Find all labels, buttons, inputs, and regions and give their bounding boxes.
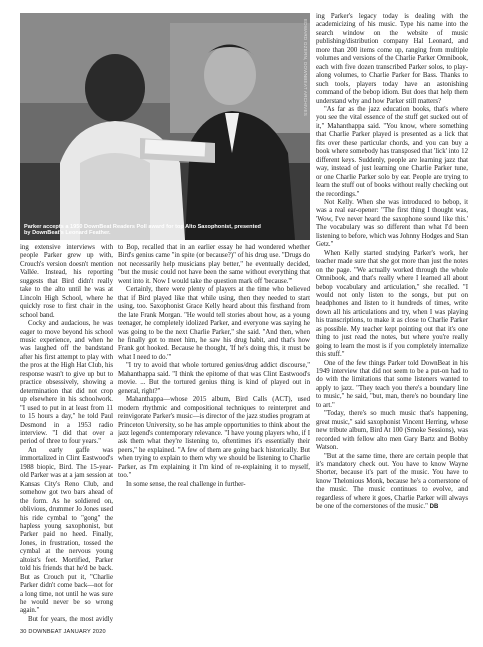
- paragraph: "Today, there's so much music that's happening, great music," said saxophonist Vincent Herring, whose new tribute album, Bird At 100 (Smoke Sessions), was recorded with fellow alto men Gary Bartz and Bobby Watson.: [316, 410, 468, 452]
- paragraph: Certainly, there were plenty of players at the time who believed that if Bird played like that while using, then they needed to start using, too. Saxophonist Grace Kelly heard about this firsthand from the late Frank Morgan. "He would tell stories about how, as a young teenager, he completely idolized Parker, and everyone was saying he was going to be the next Charlie Parker," she said. "And then, when he finally got to meet him, he saw his drug habit, and that's how Frank got hooked. Because he thought, 'If he's doing this, it must be what I need to do.'": [118, 286, 310, 361]
- photo-credit: EDWARD OZERN, DOWNBEAT ARCHIVES: [303, 19, 308, 116]
- text-column-3: [316, 13, 468, 624]
- paragraph: When Kelly started studying Parker's work, her teacher made sure that she got more than just the notes on the page. "We actually worked through the whole Omnibook, and that's really where I learned all about bebop vocabulary and articulation," she recalled. "I would not only listen to the songs, but put on headphones and listen to it hundreds of times, write down all his articulations and try, when I was playing his transcriptions, to make it as close to Charlie Parker as possible. My teacher kept pointing out that it's one thing to just read the notes, but where you're really going to learn the most is if you completely internalize this stuff.": [316, 249, 468, 359]
- paragraph: Not Kelly. When she was introduced to bebop, it was a real ear-opener: "The first thing I thought was, 'Wow, I've never heard the saxophone sound like this.' The vocabulary was so different than what I'd been listening to before, which was Johnny Hodges and Stan Getz.": [316, 198, 468, 249]
- paragraph: In some sense, the real challenge in further-: [126, 480, 246, 488]
- paragraph: One of the few things Parker told DownBeat in his 1949 interview that did not seem to be a put-on had to do with the limitations that some listeners wanted to apply to jazz. "They teach you there's a boundary line to music," he said, "but, man, there's no boundary line to art.": [316, 359, 468, 409]
- paragraph: "I try to avoid that whole tortured genius/drug addict discourse," Mahanthappa said. "I think the epitome of that was Clint Eastwood's movie. ... But the tortured genius thing is kind of played out in general, right?": [118, 362, 310, 395]
- photo-caption: Parker accepts a 1950 DownBeat Readers Poll award for top Alto Saxophonist, presented by DownBeat's Leonard Feather.: [24, 223, 261, 237]
- archival-photo: [20, 13, 310, 240]
- text-column-2: [118, 244, 310, 624]
- paragraph: An early gaffe was immortalized in Clint Eastwood's 1988 biopic, Bird. The 15-year-old Parker was at a jam session at Kansas City's Reno Club, and somehow got two bars ahead of the form. As he soldiered on, oblivious, drummer Jo Jones used his ride cymbal to "gong" the hapless young saxophonist, but Parker paid no heed. Finally, Jones, in frustration, tossed the cymbal at the nervous young altoist's feet. Mortified, Parker told his friends that he'd be back. But as Crouch put it, "Charlie Parker didn't come back—not for a long time, not until he was sure he would never be so wrong again.": [20, 446, 113, 615]
- paragraph-text: "But at the same time, there are certain people that it's mandatory check out. You have to know Wayne Shorter, because it's part of the music. You have to know Thelonious Monk, because he's a cornerstone of the music. The music continues to evolve, and regardless of where it goes, Charlie Parker will always be one of the cornerstones of the music.": [316, 452, 468, 511]
- paragraph: Cocky and audacious, he was eager to move beyond his school music experience, and when he was laughed off the bandstand after his first attempt to play with the pros at the High Hat Club, his response wasn't to give up but to practice obsessively, showing a determination that did not crop up elsewhere in his schoolwork. "I used to put in at least from 11 to 15 hours a day," he told Paul Desmond in a 1953 radio interview. "I did that over a period of three to four years.": [20, 320, 113, 446]
- paragraph: ing Parker's legacy today is dealing with the academicizing of his music. Type his name into the search window on the website of music publishing/distribution company Hal Leonard, and more than 200 items come up, ranging from multiple volumes and versions of the Charlie Parker Omnibook, each with five dozen transcribed Parker solos, to play-along volumes, to Charlie Parker for Bass. Thanks to such tools, players today have an astonishing command of the bebop idiom. But does that help them understand why and how Parker still matters?: [316, 13, 468, 105]
- text-column-1: [20, 244, 113, 624]
- photo-illustration: [20, 13, 310, 240]
- paragraph: Mahanthappa—whose 2015 album, Bird Calls (ACT), used modern rhythmic and compositional techniques to reinterpret and reinvigorate Parker's music—is director of the jazz studies program at Princeton University, so he has ample opportunities to think about the jazz legend's contemporary relevance. "I have young players who, if I ask them what they're listening to, oftentimes it's essentially their peers," he explained. "A few of them are going back historically. But when trying to explain to them why we should be listening to Charlie Parker, as I'm explaining it I'm kind of re-explaining it to myself, too.": [118, 396, 310, 480]
- paragraph: "As far as the jazz education books, that's where you see the vital essence of the stuff get sucked out of it," Mahanthappa said. "You know, where something that Charlie Parker played is presented as a lick that fits over these particular chords, and you can buy a book where somebody has transposed that 'lick' into 12 different keys. Suddenly, people are learning jazz that way, instead of just learning one Charlie Parker tune, or one Charlie Parker solo by ear. People are trying to learn the stuff out of books without really checking out the recordings.": [316, 105, 468, 198]
- end-mark: DB: [429, 504, 439, 511]
- paragraph: [316, 453, 468, 512]
- page-footer: 30 DOWNBEAT JANUARY 2020: [20, 629, 106, 635]
- paragraph: to Bop, recalled that in an earlier essay he had wondered whether Bird's genius came "in spite (or because?)" of his drug use. "Drugs do not necessarily help musicians play better," he eventually decided, "but the music could not have been the same without everything that went into it. Now I would take the question mark off 'because.'": [118, 244, 310, 285]
- paragraph: But for years, the most avidly: [28, 615, 113, 623]
- paragraph: ing extensive interviews with people Parker grew up with, Crouch's version doesn't mention Vallée. Instead, his reporting suggests that Bird didn't really take to the alto until he was at Lincoln High School, where he quickly rose to first chair in the school band.: [20, 244, 113, 319]
